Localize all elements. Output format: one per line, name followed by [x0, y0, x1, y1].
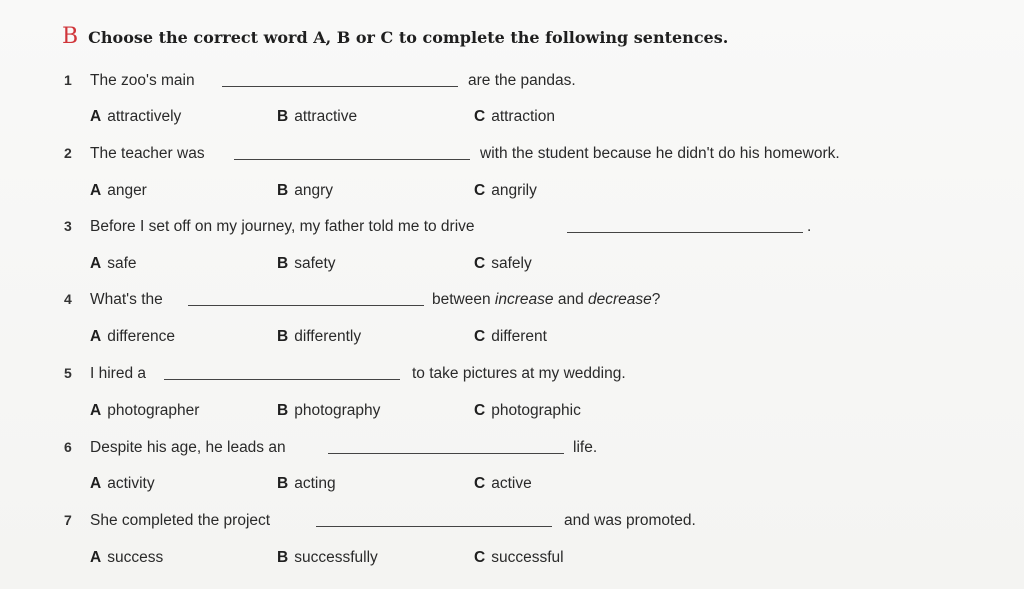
- option-text: attractively: [107, 108, 182, 125]
- options-7: [90, 549, 790, 571]
- option-a[interactable]: [90, 328, 175, 346]
- option-b[interactable]: [277, 402, 380, 420]
- question-number: 5: [64, 365, 72, 381]
- option-c[interactable]: [474, 182, 537, 200]
- option-c[interactable]: [474, 549, 564, 567]
- question-text-after: and was promoted.: [564, 512, 696, 529]
- option-letter: C: [474, 182, 486, 199]
- option-a[interactable]: [90, 402, 199, 420]
- answer-blank[interactable]: [328, 453, 564, 454]
- option-letter: B: [277, 182, 289, 199]
- option-letter: B: [277, 402, 289, 419]
- question-number: 4: [64, 291, 72, 307]
- option-b[interactable]: [277, 549, 378, 567]
- question-text-before: I hired a: [90, 365, 147, 382]
- answer-blank[interactable]: [222, 86, 458, 87]
- option-b[interactable]: [277, 108, 357, 126]
- question-number: 7: [64, 512, 72, 528]
- option-c[interactable]: [474, 328, 547, 346]
- option-letter: B: [277, 108, 289, 125]
- options-5: [90, 402, 790, 424]
- question-3: [64, 218, 964, 238]
- option-text: photography: [294, 402, 381, 419]
- option-text: differently: [294, 328, 362, 345]
- option-text: success: [107, 549, 164, 566]
- option-letter: B: [277, 549, 289, 566]
- after-text: ?: [651, 291, 661, 308]
- question-number: 1: [64, 72, 72, 88]
- option-b[interactable]: [277, 475, 336, 493]
- option-text: photographer: [107, 402, 200, 419]
- answer-blank[interactable]: [316, 526, 552, 527]
- answer-blank[interactable]: [567, 232, 803, 233]
- question-2: [64, 145, 964, 165]
- options-6: [90, 475, 790, 497]
- answer-blank[interactable]: [234, 159, 470, 160]
- after-text: between: [432, 291, 495, 308]
- option-a[interactable]: [90, 549, 163, 567]
- option-text: successful: [491, 549, 564, 566]
- options-3: [90, 255, 790, 277]
- question-number: 3: [64, 218, 72, 234]
- after-italic-word: decrease: [588, 291, 652, 308]
- option-text: active: [491, 475, 532, 492]
- option-text: successfully: [294, 549, 378, 566]
- question-text-before: Before I set off on my journey, my father told me to drive: [90, 218, 475, 235]
- option-letter: A: [90, 255, 102, 272]
- question-7: [64, 512, 964, 532]
- options-1: [90, 108, 790, 130]
- option-text: photographic: [491, 402, 581, 419]
- question-text-after: life.: [573, 439, 598, 456]
- option-letter: A: [90, 182, 102, 199]
- option-letter: C: [474, 328, 486, 345]
- exercise-header: [62, 24, 728, 49]
- option-text: attractive: [294, 108, 358, 125]
- option-text: safely: [491, 255, 532, 272]
- option-text: anger: [107, 182, 147, 199]
- question-text-before: What's the: [90, 291, 163, 308]
- question-5: [64, 365, 964, 385]
- option-text: activity: [107, 475, 155, 492]
- option-letter: C: [474, 475, 486, 492]
- question-text-after: to take pictures at my wedding.: [412, 365, 626, 382]
- question-6: [64, 439, 964, 459]
- option-letter: A: [90, 475, 102, 492]
- option-b[interactable]: [277, 328, 361, 346]
- option-letter: A: [90, 549, 102, 566]
- question-text-before: She completed the project: [90, 512, 271, 529]
- option-a[interactable]: [90, 182, 147, 200]
- option-letter: B: [277, 255, 289, 272]
- option-b[interactable]: [277, 255, 336, 273]
- options-4: [90, 328, 790, 350]
- option-text: safe: [107, 255, 137, 272]
- option-letter: C: [474, 402, 486, 419]
- option-text: angry: [294, 182, 333, 199]
- question-number: 6: [64, 439, 72, 455]
- after-text: and: [553, 291, 588, 308]
- option-a[interactable]: [90, 255, 137, 273]
- option-text: angrily: [491, 182, 537, 199]
- option-text: difference: [107, 328, 175, 345]
- question-text-before: The zoo's main: [90, 72, 195, 89]
- option-c[interactable]: [474, 402, 581, 420]
- option-letter: C: [474, 549, 486, 566]
- exercise-instruction: Choose the correct word A, B or C to complete the following sentences.: [88, 28, 729, 47]
- question-text-after: are the pandas.: [468, 72, 576, 89]
- option-letter: A: [90, 328, 102, 345]
- answer-blank[interactable]: [164, 379, 400, 380]
- question-number: 2: [64, 145, 72, 161]
- option-text: acting: [294, 475, 336, 492]
- option-letter: A: [90, 402, 102, 419]
- option-a[interactable]: [90, 108, 181, 126]
- option-letter: C: [474, 108, 486, 125]
- after-italic-word: increase: [494, 291, 554, 308]
- options-2: [90, 182, 790, 204]
- question-text-before: The teacher was: [90, 145, 205, 162]
- option-b[interactable]: [277, 182, 333, 200]
- question-text-after: with the student because he didn't do his homework.: [480, 145, 840, 162]
- option-text: different: [491, 328, 547, 345]
- question-4: [64, 291, 964, 311]
- option-letter: A: [90, 108, 102, 125]
- question-text-before: Despite his age, he leads an: [90, 439, 286, 456]
- option-text: safety: [294, 255, 336, 272]
- option-c[interactable]: [474, 475, 532, 493]
- option-c[interactable]: [474, 255, 532, 273]
- option-c[interactable]: [474, 108, 555, 126]
- question-1: [64, 72, 964, 92]
- section-letter: B: [62, 24, 79, 49]
- question-text-after: [432, 291, 660, 309]
- option-letter: B: [277, 328, 289, 345]
- option-letter: B: [277, 475, 289, 492]
- answer-blank[interactable]: [188, 305, 424, 306]
- option-text: attraction: [491, 108, 555, 125]
- option-letter: C: [474, 255, 486, 272]
- option-a[interactable]: [90, 475, 155, 493]
- question-text-after: .: [807, 218, 812, 235]
